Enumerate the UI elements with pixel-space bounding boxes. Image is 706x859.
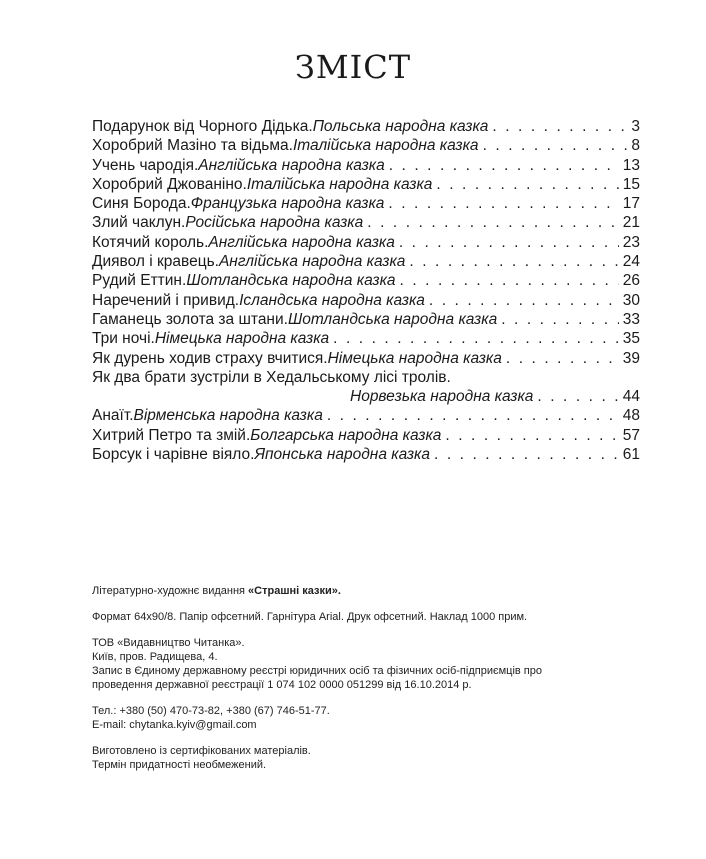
toc-entry	[92, 253, 640, 272]
toc-leader-dots	[506, 350, 619, 368]
toc-story-title: Анаїт.	[92, 407, 134, 425]
toc-page-number: 13	[622, 156, 640, 174]
toc-leader-dots	[388, 195, 618, 213]
toc-story-genre: Шотландська народна казка	[287, 310, 498, 328]
toc-page-number: 48	[622, 407, 640, 425]
toc-story-title: Подарунок від Чорного Дідька.	[92, 118, 313, 135]
toc-entry	[92, 369, 640, 388]
email-line: E-mail: chytanka.kyiv@gmail.com	[92, 719, 257, 731]
toc-story-title: Три ночі.	[92, 330, 155, 348]
toc-story-title: Рудий Еттин.	[92, 272, 187, 290]
toc-story-title: Наречений і привид.	[92, 291, 240, 309]
toc-story-title: Борсук і чарівне віяло.	[92, 446, 255, 464]
toc-page-number: 21	[622, 214, 640, 232]
toc-page-number: 8	[631, 137, 640, 155]
registry-line: проведення державної реєстрації 1 074 102 0000 051299 від 16.10.2014 р.	[92, 679, 472, 691]
page-title: ЗМІСТ	[294, 48, 412, 86]
toc-story-title: Диявол і кравець.	[92, 253, 219, 271]
toc-page-number: 26	[622, 272, 640, 290]
toc-leader-dots	[436, 176, 618, 194]
toc-story-title: Хоробрий Мазіно та відьма.	[92, 137, 293, 155]
toc-entry	[92, 176, 640, 195]
toc-page-number: 3	[631, 118, 640, 135]
toc-story-genre: Англійська народна казка	[208, 233, 395, 251]
toc-leader-dots	[537, 388, 618, 406]
toc-story-genre: Норвезька народна казка	[350, 388, 534, 406]
toc-story-genre: Англійська народна казка	[198, 156, 385, 174]
toc-page-number: 17	[622, 195, 640, 213]
publisher-info	[92, 636, 652, 692]
contact-info	[92, 704, 652, 732]
toc-story-genre: Польська народна казка	[312, 118, 489, 135]
toc-entry	[92, 407, 640, 426]
toc-leader-dots	[501, 311, 619, 329]
imprint-block	[92, 584, 652, 784]
toc-story-genre: Ісландська народна казка	[239, 291, 425, 309]
toc-entry	[92, 214, 640, 233]
certification-info	[92, 744, 652, 772]
toc-page-number: 57	[622, 426, 640, 444]
toc-entry	[92, 330, 640, 349]
publisher-name: ТОВ «Видавництво Читанка».	[92, 637, 245, 649]
toc-entry-continuation	[92, 388, 640, 407]
toc-story-genre: Німецька народна казка	[154, 330, 330, 348]
toc-leader-dots	[367, 214, 619, 232]
toc-leader-dots	[492, 118, 627, 136]
toc-page-number: 15	[622, 175, 640, 193]
toc-entry	[92, 311, 640, 330]
toc-page-number: 35	[622, 330, 640, 348]
toc-story-title: Як дурень ходив страху вчитися.	[92, 349, 328, 367]
toc-leader-dots	[445, 427, 618, 445]
toc-page-number: 23	[622, 233, 640, 251]
toc-story-genre: Італійська народна казка	[292, 137, 479, 155]
edition-line	[92, 584, 652, 598]
toc-story-title: Учень чародія.	[92, 156, 199, 174]
toc-leader-dots	[327, 407, 619, 425]
format-line: Формат 64х90/8. Папір офсетний. Гарнітура Arial. Друк офсетний. Наклад 1000 прим.	[92, 611, 528, 623]
toc-entry	[92, 350, 640, 369]
toc-entry	[92, 118, 640, 137]
registry-line: Запис в Єдиному державному реєстрі юридичних осіб та фізичних осіб-підприємців про	[92, 665, 542, 677]
toc-leader-dots	[434, 446, 619, 464]
toc-entry	[92, 234, 640, 253]
edition-title: «Страшні казки».	[248, 585, 341, 597]
toc-story-title: Злий чаклун.	[92, 214, 186, 232]
toc-entry	[92, 195, 640, 214]
toc-entry	[92, 272, 640, 291]
materials-line: Виготовлено із сертифікованих матеріалів.	[92, 745, 311, 757]
toc-leader-dots	[409, 253, 618, 271]
toc-entry	[92, 446, 640, 465]
toc-story-genre: Французька народна казка	[190, 195, 385, 213]
shelf-life-line: Термін придатності необмежений.	[92, 759, 267, 771]
toc-entry	[92, 137, 640, 156]
toc-leader-dots	[333, 330, 619, 348]
toc-story-title: Хитрий Петро та змій.	[92, 426, 251, 444]
toc-story-title: Гаманець золота за штани.	[92, 310, 288, 328]
toc-story-genre: Німецька народна казка	[327, 349, 502, 367]
toc-story-title: Котячий король.	[92, 233, 209, 251]
toc-story-genre: Російська народна казка	[185, 214, 364, 232]
toc-leader-dots	[389, 157, 619, 175]
toc-page-number: 24	[622, 253, 640, 271]
table-of-contents	[92, 118, 640, 465]
toc-story-genre: Шотландська народна казка	[186, 272, 396, 290]
toc-leader-dots	[483, 137, 628, 155]
toc-story-genre: Болгарська народна казка	[250, 426, 442, 444]
toc-page-number: 44	[622, 388, 640, 406]
toc-leader-dots	[400, 272, 619, 290]
toc-page-number: 30	[622, 291, 640, 309]
edition-prefix: Літературно-художнє видання	[92, 585, 249, 597]
toc-entry	[92, 427, 640, 446]
toc-story-genre: Італійська народна казка	[246, 175, 433, 193]
toc-entry	[92, 157, 640, 176]
toc-leader-dots	[399, 234, 619, 252]
toc-page-number: 33	[622, 310, 640, 328]
toc-story-title: Хоробрий Джованіно.	[92, 175, 247, 193]
toc-leader-dots	[429, 292, 619, 310]
toc-entry	[92, 292, 640, 311]
toc-story-genre: Вірменська народна казка	[133, 407, 323, 425]
toc-page-number: 61	[622, 446, 640, 464]
toc-story-genre: Японська народна казка	[254, 446, 431, 464]
toc-story-genre: Англійська народна казка	[218, 253, 406, 271]
publisher-address: Київ, пров. Радищева, 4.	[92, 651, 218, 663]
toc-story-title: Як два брати зустріли в Хедальському лісі тролів.	[92, 368, 451, 386]
phone-line: Тел.: +380 (50) 470-73-82, +380 (67) 746-51-77.	[92, 705, 330, 717]
toc-page-number: 39	[622, 349, 640, 367]
toc-story-title: Синя Борода.	[92, 195, 191, 213]
